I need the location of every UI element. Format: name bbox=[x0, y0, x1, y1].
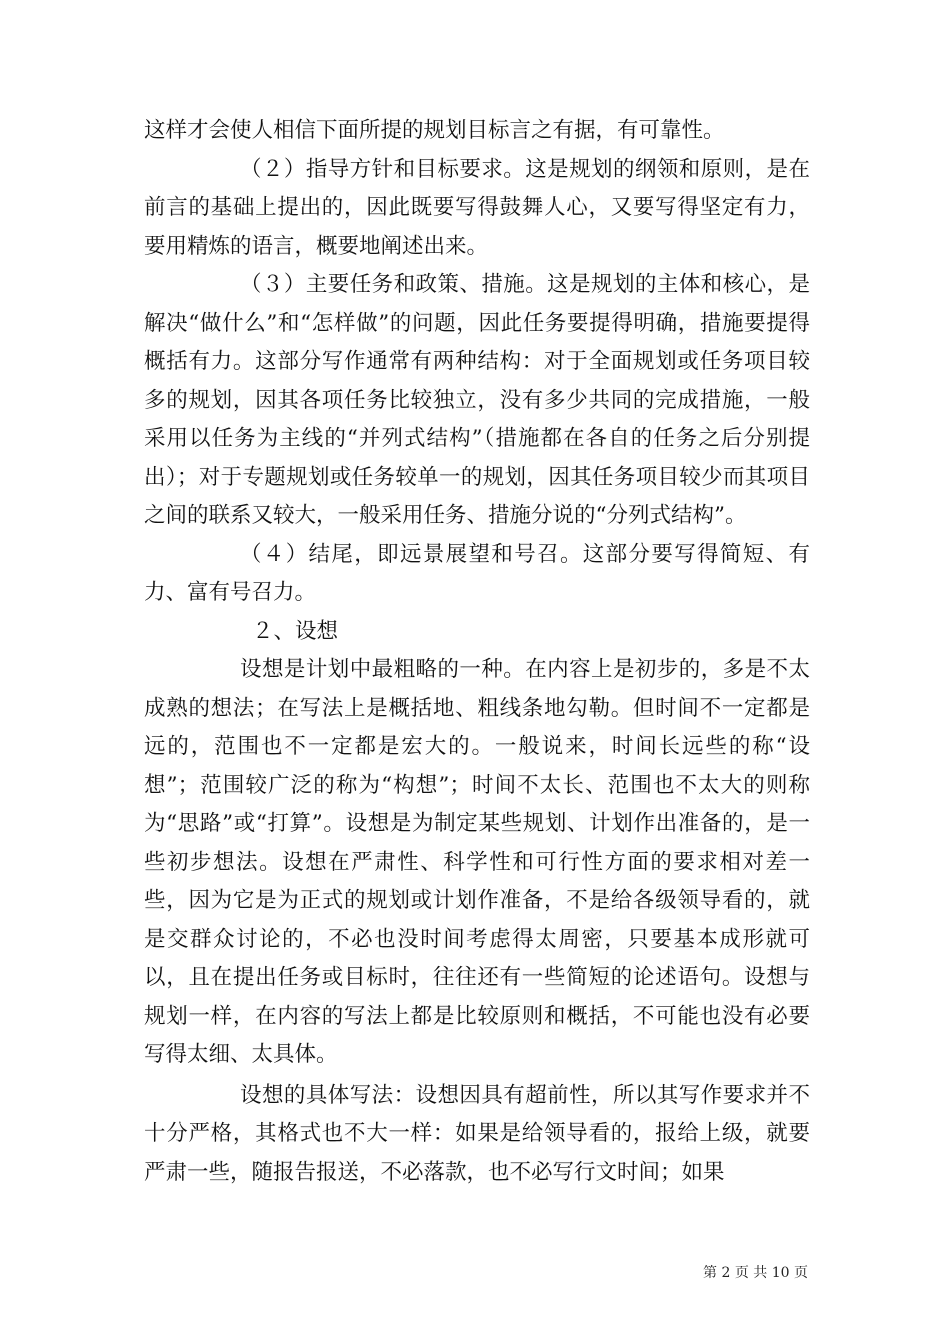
paragraph-idea-writing: 设想的具体写法：设想因具有超前性，所以其写作要求并不十分严格，其格式也不大一样：如果是给领导看的，报给上级，就要严肃一些，随报告报送，不必落款，也不必写行文时间；如果 bbox=[144, 1082, 810, 1185]
paragraph-main-tasks: （３）主要任务和政策、措施。这是规划的主体和核心，是解决“做什么”和“怎样做”的问题，因此任务要提得明确，措施要提得概括有力。这部分写作通常有两种结构：对于全面规划或任务项目较多的规划，因其各项任务比较独立，没有多少共同的完成措施，一般采用以任务为主线的“并列式结构”（措施都在各自的任务之后分别提出）；对于专题规划或任务较单一的规划，因其任务项目较少而其项目之间的联系又较大，一般采用任务、措施分说的“分列式结构”。 bbox=[144, 272, 810, 528]
document-page bbox=[144, 112, 810, 1192]
section-heading-idea: ２、设想 bbox=[252, 618, 339, 644]
paragraph-conclusion: （４）结尾，即远景展望和号召。这部分要写得简短、有力、富有号召力。 bbox=[144, 541, 810, 605]
paragraph-guiding-principles: （２）指导方针和目标要求。这是规划的纲领和原则，是在前言的基础上提出的，因此既要写得鼓舞人心，又要写得坚定有力，要用精炼的语言，概要地阐述出来。 bbox=[144, 156, 810, 259]
page-footer: 第 2 页 共 10 页 bbox=[703, 1265, 808, 1281]
paragraph-idea-definition: 设想是计划中最粗略的一种。在内容上是初步的，多是不太成熟的想法；在写法上是概括地、粗线条地勾勒。但时间不一定都是远的，范围也不一定都是宏大的。一般说来，时间长远些的称“设想”；范围较广泛的称为“构想”；时间不太长、范围也不太大的则称为“思路”或“打算”。设想是为制定某些规划、计划作出准备的，是一些初步想法。设想在严肃性、科学性和可行性方面的要求相对差一些，因为它是为正式的规划或计划作准备，不是给各级领导看的，就是交群众讨论的，不必也没时间考虑得太周密，只要基本成形就可以，且在提出任务或目标时，往往还有一些简短的论述语句。设想与规划一样，在内容的写法上都是比较原则和概括，不可能也没有必要写得太细、太具体。 bbox=[144, 657, 810, 1067]
paragraph-continuation: 这样才会使人相信下面所提的规划目标言之有据，有可靠性。 bbox=[144, 118, 725, 143]
